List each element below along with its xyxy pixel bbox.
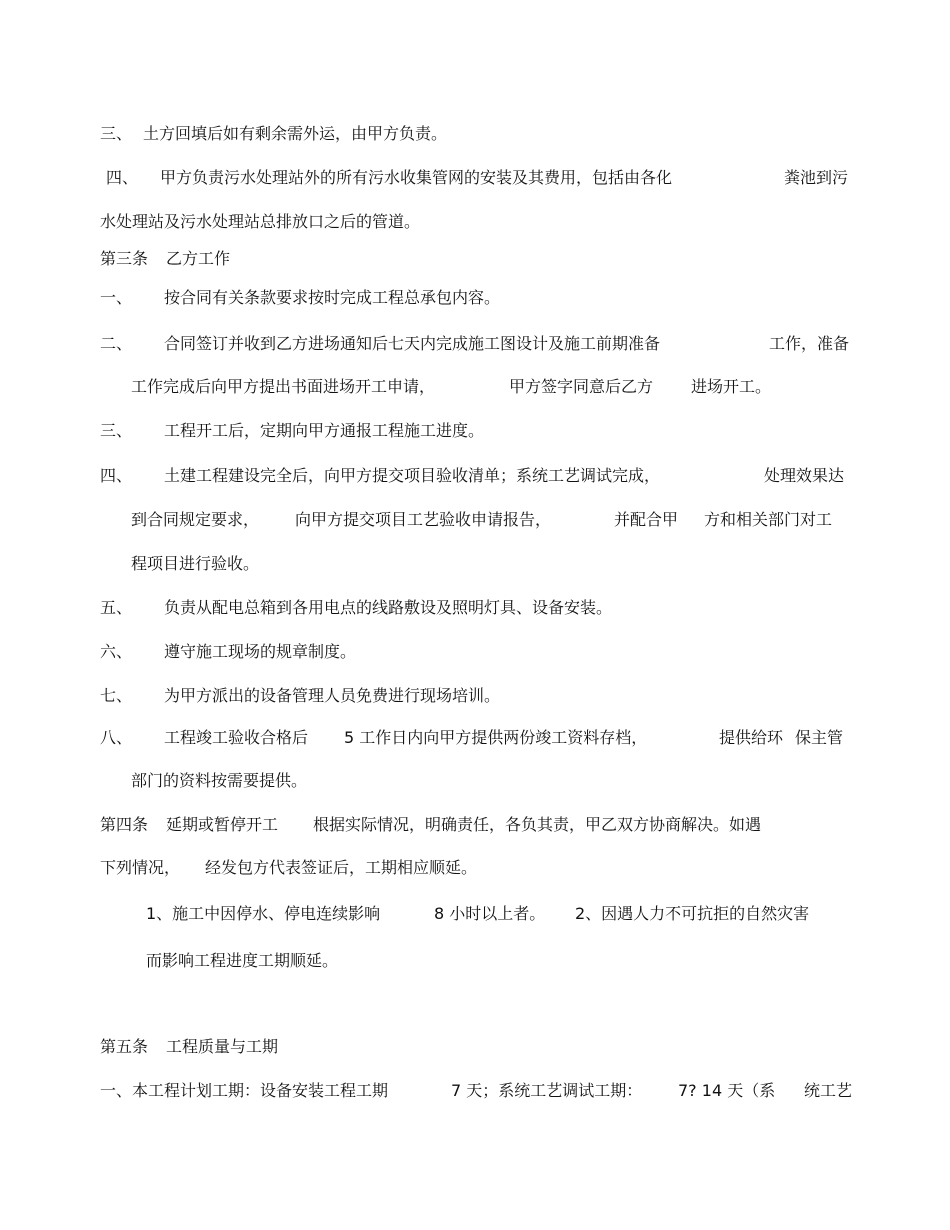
text-segment: 保主管 — [795, 728, 844, 747]
text-segment: 一、本工程计划工期：设备安装工程工期 — [100, 1081, 389, 1100]
text-segment: 负责从配电总箱到各用电点的线路敷设及照明灯具、设备安装。 — [164, 598, 613, 617]
text-segment: 工程竣工验收合格后 — [164, 728, 309, 747]
text-segment: 并配合甲 — [614, 510, 679, 529]
text-segment: 5 工作日内向甲方提供两份竣工资料存档， — [344, 728, 648, 747]
text-segment: 1、施工中因停水、停电连续影响 — [146, 904, 381, 923]
text-segment: 2、因遇人力不可抗拒的自然灾害 — [575, 904, 810, 923]
text-segment: 7 天；系统工艺调试工期： — [451, 1081, 643, 1100]
text-segment: 处理效果达 — [764, 466, 845, 485]
text-segment: 土建工程建设完全后，向甲方提交项目验收清单；系统工艺调试完成， — [164, 466, 661, 485]
text-segment: 三、 — [100, 124, 133, 143]
text-segment: 乙方工作 — [166, 249, 231, 268]
text-segment: 甲方负责污水处理站外的所有污水收集管网的安装及其费用，包括由各化 — [160, 168, 673, 187]
text-segment: 工作，准备 — [769, 334, 850, 353]
text-segment: 下列情况， — [100, 858, 181, 877]
text-segment: 二、 — [100, 334, 133, 353]
text-segment: 部门的资料按需要提供。 — [131, 771, 308, 790]
text-segment: 四、 — [100, 466, 133, 485]
text-segment: 粪池到污 — [784, 168, 849, 187]
text-segment: 经发包方代表签证后，工期相应顺延。 — [205, 858, 478, 877]
text-segment: 工程质量与工期 — [166, 1037, 279, 1056]
text-segment: 遵守施工现场的规章制度。 — [164, 642, 357, 661]
text-segment: 土方回填后如有剩余需外运，由甲方负责。 — [143, 124, 448, 143]
text-segment: 一、 — [100, 288, 133, 307]
text-segment: 统工艺 — [804, 1081, 853, 1100]
text-segment: 甲方签字同意后乙方 — [509, 377, 654, 396]
text-segment: 第四条 — [100, 815, 149, 834]
text-segment: 延期或暂停开工 — [166, 815, 279, 834]
text-segment: 第三条 — [100, 249, 149, 268]
text-segment: 第五条 — [100, 1037, 149, 1056]
text-segment: 7? 14 天（系 — [678, 1081, 776, 1100]
text-segment: 水处理站及污水处理站总排放口之后的管道。 — [100, 212, 421, 231]
text-segment: 而影响工程进度工期顺延。 — [146, 951, 339, 970]
text-segment: 六、 — [100, 642, 133, 661]
text-segment: 按合同有关条款要求按时完成工程总承包内容。 — [164, 288, 501, 307]
text-segment: 8 小时以上者。 — [434, 904, 546, 923]
text-segment: 进场开工。 — [691, 377, 772, 396]
text-segment: 到合同规定要求， — [131, 510, 260, 529]
text-segment: 提供给环 — [719, 728, 784, 747]
text-segment: 根据实际情况，明确责任，各负其责，甲乙双方协商解决。如遇 — [313, 815, 762, 834]
text-segment: 程项目进行验收。 — [131, 554, 260, 573]
text-segment: 方和相关部门对工 — [704, 510, 833, 529]
text-segment: 向甲方提交项目工艺验收申请报告， — [295, 510, 552, 529]
text-segment: 为甲方派出的设备管理人员免费进行现场培训。 — [164, 686, 501, 705]
text-segment: 四、 — [106, 168, 139, 187]
text-segment: 工程开工后，定期向甲方通报工程施工进度。 — [164, 421, 485, 440]
text-segment: 八、 — [100, 728, 133, 747]
text-segment: 合同签订并收到乙方进场通知后七天内完成施工图设计及施工前期准备 — [164, 334, 661, 353]
text-segment: 工作完成后向甲方提出书面进场开工申请， — [131, 377, 436, 396]
text-segment: 三、 — [100, 421, 133, 440]
text-segment: 七、 — [100, 686, 133, 705]
text-segment: 五、 — [100, 598, 133, 617]
